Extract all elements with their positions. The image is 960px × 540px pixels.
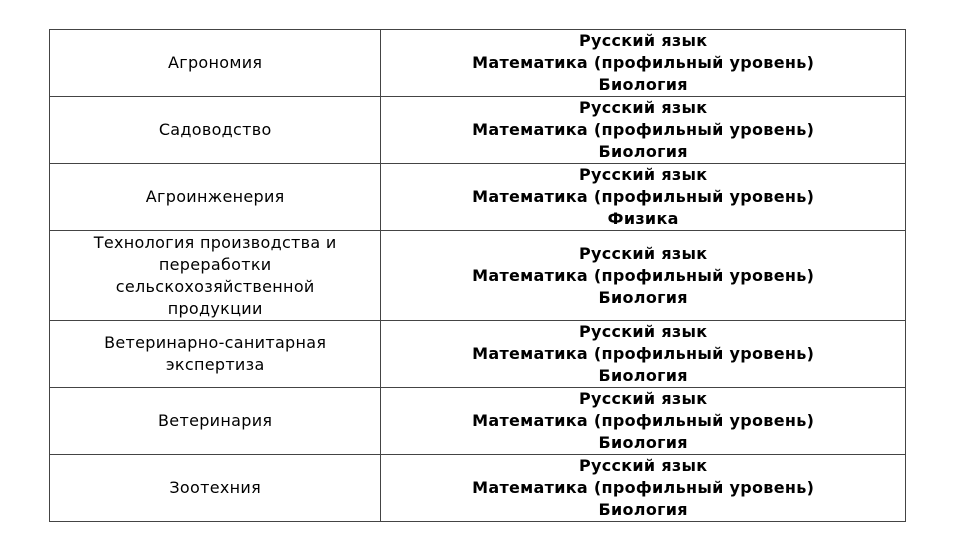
exams-cell	[381, 164, 906, 231]
specialty-name: экспертиза	[165, 355, 265, 374]
exam-subject: Русский язык	[578, 165, 708, 184]
exams-cell	[381, 30, 906, 97]
specialty-name: Зоотехния	[169, 478, 262, 497]
exam-subject: Русский язык	[578, 243, 708, 263]
table-row	[50, 388, 906, 455]
specialty-name: сельскохозяйственной	[115, 276, 315, 296]
exam-subject: Русский язык	[578, 31, 708, 50]
exams-cell	[381, 321, 906, 388]
exam-subject: Русский язык	[578, 456, 708, 475]
exam-subject: Русский язык	[578, 389, 708, 408]
exam-subject: Математика (профильный уровень)	[472, 478, 815, 497]
table-row	[50, 97, 906, 164]
exam-subject: Физика	[607, 209, 679, 228]
specialty-cell	[50, 455, 381, 522]
exam-subject: Математика (профильный уровень)	[472, 265, 815, 285]
specialty-name: Ветеринарно-санитарная	[104, 333, 327, 352]
specialty-cell	[50, 321, 381, 388]
exams-cell	[381, 388, 906, 455]
exam-subject: Биология	[598, 366, 688, 385]
table-row	[50, 164, 906, 231]
exam-subject: Русский язык	[578, 98, 708, 117]
exam-subject: Математика (профильный уровень)	[472, 53, 815, 72]
exam-subject: Биология	[598, 287, 688, 307]
specialty-cell	[50, 164, 381, 231]
specialty-cell	[50, 388, 381, 455]
exams-cell	[381, 455, 906, 522]
exam-subject: Биология	[598, 75, 688, 94]
specialty-name: Агрономия	[168, 53, 263, 72]
specialty-name: Агроинженерия	[145, 187, 285, 206]
exam-subject: Математика (профильный уровень)	[472, 187, 815, 206]
exams-cell	[381, 97, 906, 164]
specialty-cell	[50, 97, 381, 164]
table-row	[50, 231, 906, 321]
exam-subject: Математика (профильный уровень)	[472, 411, 815, 430]
specialties-exams-table	[49, 29, 906, 522]
exam-subject: Математика (профильный уровень)	[472, 344, 815, 363]
table-row	[50, 30, 906, 97]
exam-subject: Биология	[598, 433, 688, 452]
table-body	[50, 30, 906, 522]
specialty-name: Садоводство	[158, 120, 272, 139]
specialty-name: Технология производства и	[93, 232, 337, 252]
specialty-name: Ветеринария	[158, 411, 273, 430]
specialty-cell	[50, 231, 381, 321]
specialty-cell	[50, 30, 381, 97]
exam-subject: Биология	[598, 142, 688, 161]
specialty-name: переработки	[158, 254, 272, 274]
specialty-name: продукции	[167, 298, 263, 318]
exam-subject: Русский язык	[578, 322, 708, 341]
exam-subject: Биология	[598, 500, 688, 519]
exam-subject: Математика (профильный уровень)	[472, 120, 815, 139]
exams-cell	[381, 231, 906, 321]
table-row	[50, 321, 906, 388]
table-row	[50, 455, 906, 522]
